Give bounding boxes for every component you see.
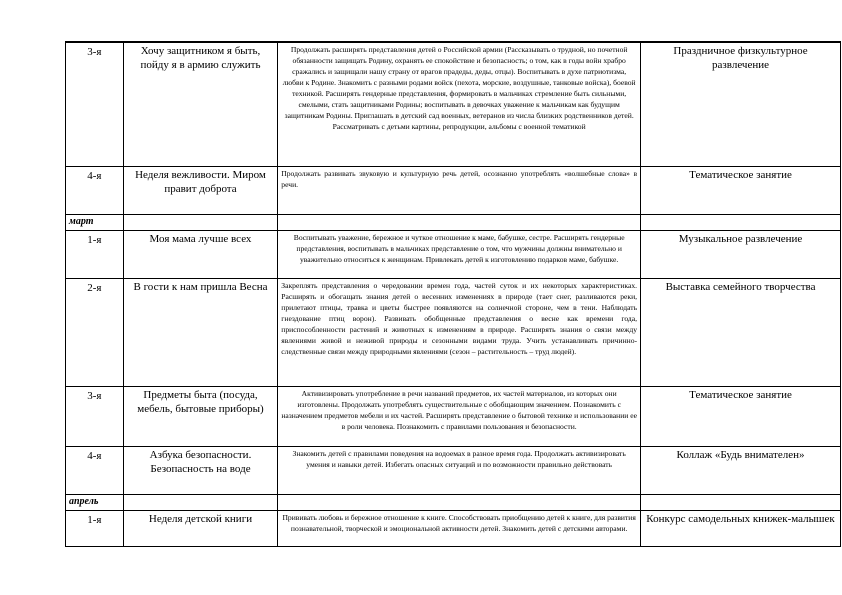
event-cell: Праздничное физкультурное развлечение xyxy=(641,42,841,166)
event-cell: Тематическое занятие xyxy=(641,166,841,214)
week-cell: 4-я xyxy=(66,446,124,494)
table-row xyxy=(66,386,841,446)
week-cell: 1-я xyxy=(66,230,124,278)
topic-cell: Азбука безопасности. Безопасность на воде xyxy=(123,446,278,494)
topic-cell: Неделя детской книги xyxy=(123,510,278,546)
goal-cell: Прививать любовь и бережное отношение к книге. Способствовать приобщению детей к книге, для развития познавательной, творческой и эмоциональной активности детей. Знакомить детей с детскими авторами. xyxy=(278,510,641,546)
month-label: март xyxy=(66,214,124,230)
month-label: апрель xyxy=(66,494,124,510)
table-row xyxy=(66,278,841,386)
table-row xyxy=(66,42,841,166)
goal-cell: Закреплять представления о чередовании времен года, частей суток и их некоторых характеристиках. Расширять и обогащать знания детей о весенних изменениях в природе (тает снег, разливаются реки, прилетают птицы, травка и цветы быстрее появляются на солнечной стороне, чем в тени. Наблюдать гнездование птиц ворон). Развивать обобщенные представления о весне как времени года, приспособленности растений и животных к изменениям в природе. Расширять знания о связи между явлениями живой и неживой природы и сезонными видами труда. Учить устанавливать причинно-следственные связи между природными явлениями (сезон – растительность – труд людей). xyxy=(278,278,641,386)
event-cell: Коллаж «Будь внимателен» xyxy=(641,446,841,494)
month-row xyxy=(66,214,841,230)
week-cell: 3-я xyxy=(66,42,124,166)
topic-cell: Предметы быта (посуда, мебель, бытовые приборы) xyxy=(123,386,278,446)
event-cell: Тематическое занятие xyxy=(641,386,841,446)
topic-cell: В гости к нам пришла Весна xyxy=(123,278,278,386)
table-row xyxy=(66,166,841,214)
goal-cell: Воспитывать уважение, бережное и чуткое отношение к маме, бабушке, сестре. Расширять гендерные представления, воспитывать в мальчиках представление о том, что мужчины должны внимательно и уважительно относиться к женщинам. Привлекать детей к изготовлению подарков маме, бабушке. xyxy=(278,230,641,278)
week-cell: 3-я xyxy=(66,386,124,446)
month-row xyxy=(66,494,841,510)
topic-cell: Хочу защитником я быть, пойду я в армию служить xyxy=(123,42,278,166)
goal-cell: Знакомить детей с правилами поведения на водоемах в разное время года. Продолжать активизировать умения и навыки детей. Избегать опасных ситуаций и по возможности правильно действовать xyxy=(278,446,641,494)
table-row xyxy=(66,446,841,494)
week-cell: 1-я xyxy=(66,510,124,546)
table-row xyxy=(66,230,841,278)
plan-table xyxy=(65,41,841,547)
goal-cell: Продолжать расширять представления детей о Российской армии (Рассказывать о трудной, но почетной обязанности защищать Родину, охранять ее спокойствие и безопасность; о том, как в годы войн храбро сражались и защищали нашу страну от врагов прадеды, деды, отцы). Воспитывать в духе патриотизма, любви к Родине. Знакомить с разными родами войск (пехота, морские, воздушные, танковые войска), боевой техникой. Расширять гендерные представления, формировать в мальчиках стремление быть сильными, смелыми, стать защитниками Родины; воспитывать в девочках уважение к мальчикам как будущим защитникам Родины. Приглашать в детский сад военных, ветеранов из числа близких родственников детей. Рассматривать с детьми картины, репродукции, альбомы с военной тематикой xyxy=(278,42,641,166)
topic-cell: Моя мама лучше всех xyxy=(123,230,278,278)
goal-cell: Продолжать развивать звуковую и культурную речь детей, осознанно употреблять «волшебные слова» в речи. xyxy=(278,166,641,214)
event-cell: Музыкальное развлечение xyxy=(641,230,841,278)
table-row xyxy=(66,510,841,546)
event-cell: Конкурс самодельных книжек-малышек xyxy=(641,510,841,546)
week-cell: 2-я xyxy=(66,278,124,386)
topic-cell: Неделя вежливости. Миром правит доброта xyxy=(123,166,278,214)
week-cell: 4-я xyxy=(66,166,124,214)
event-cell: Выставка семейного творчества xyxy=(641,278,841,386)
goal-cell: Активизировать употребление в речи названий предметов, их частей материалов, из которых они изготовлены. Продолжать употреблять существительные с обобщающим значением. Познакомить с назначением предметов мебели и их частей. Расширять представление о бытовой технике и использовании ее в роли человека. Познакомить с правилами пользования и безопасности. xyxy=(278,386,641,446)
